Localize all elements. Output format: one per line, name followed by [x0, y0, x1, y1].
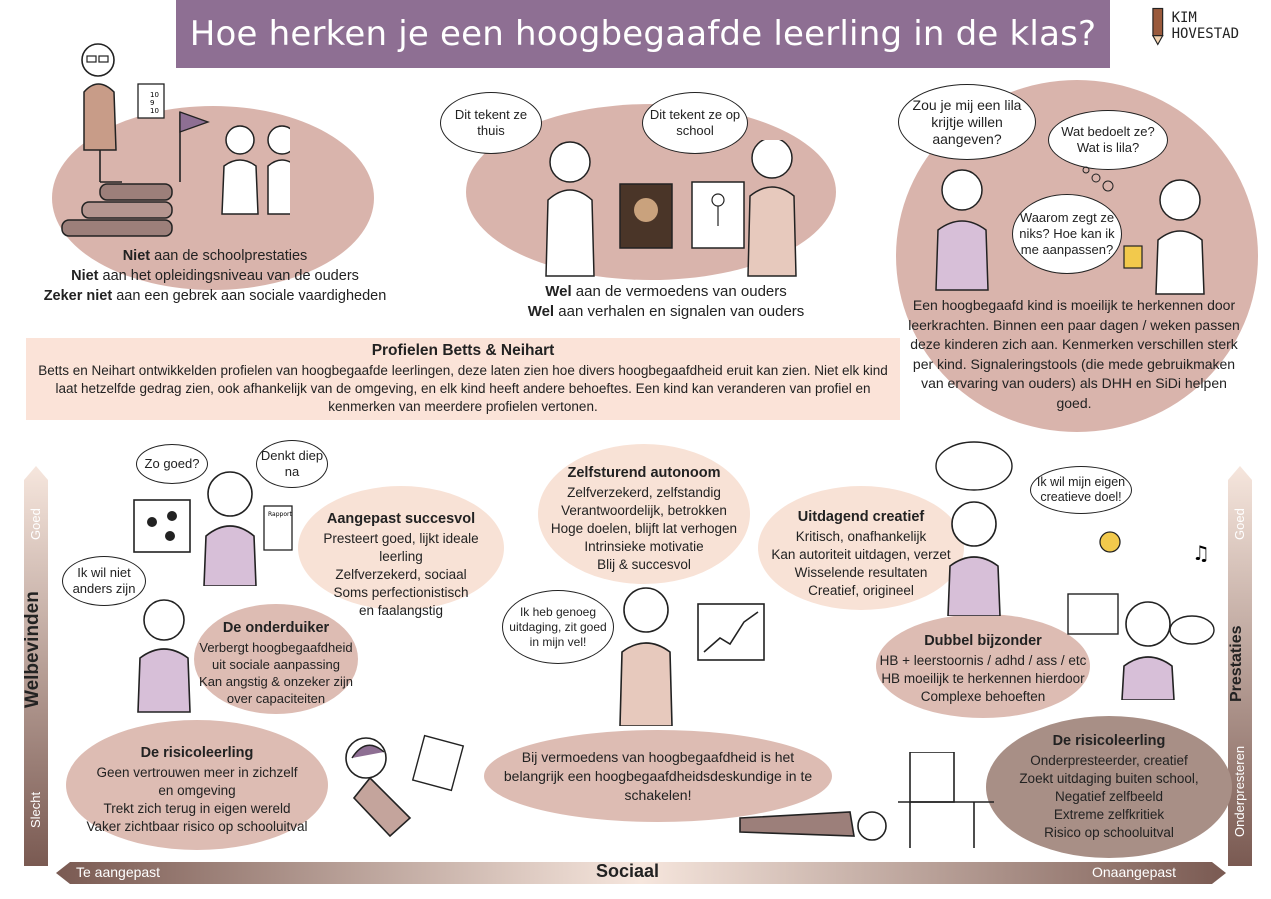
child-sad-illustration: [130, 594, 200, 714]
profiles-intro-text: Betts en Neihart ontwikkelden profielen van hoogbegaafde leerlingen, deze laten zien hoe divers hoogbegaafdheid eruit kan zien. Niet elk kind laat hetzelfde gedrag zien, ook afhankelijk van de omgeving, en elk kind heeft andere behoeftes. Een kind kan veranderen van profiel en kenmerken van meerdere profielen vertonen.: [38, 363, 888, 414]
profiles-intro-box: [26, 338, 900, 420]
profile-dubbel-line: Complexe behoeften: [920, 689, 1046, 704]
children-crayon-illustration: [928, 160, 1228, 300]
bubble-genoeg-uitdaging: Ik heb genoeg uitdaging, zit goed in mijn vel!: [502, 590, 614, 664]
profile-dubbel-line: HB + leerstoornis / adhd / ass / etc: [879, 653, 1087, 668]
child-creative-illustration: [930, 436, 1020, 616]
bubble-creatieve-doel: Ik wil mijn eigen creatieve doel!: [1030, 466, 1132, 514]
profile-creatief-line: Kan autoriteit uitdagen, verzet: [771, 547, 951, 562]
profile-aangepast-title: Aangepast succesvol: [326, 511, 476, 527]
profile-autonoom-line: Verantwoordelijk, betrokken: [561, 503, 727, 518]
author-logo: [1150, 6, 1270, 46]
top-left-text: [30, 246, 400, 306]
child-frustrated-illustration: [330, 718, 480, 838]
bubble-denkt-diep-na: Denkt diep na: [256, 440, 328, 488]
child-lying-illustration: [734, 752, 1004, 852]
child-chart-illustration: [602, 576, 772, 726]
onderpresteren-label: Onderpresteren: [1232, 745, 1247, 837]
profile-risico-right-title: De risicoleerling: [1052, 733, 1166, 749]
top-middle-line-2: Wel aan verhalen en signalen van ouders: [527, 303, 805, 320]
profile-onderduiker: [194, 620, 358, 707]
author-name: KIM HOVESTAD: [1171, 10, 1239, 42]
bubble-lila-krijtje: Zou je mij een lila krijtje willen aangeven?: [898, 84, 1036, 160]
child-double-illustration: [1064, 520, 1224, 700]
welbevinden-good-label: Goed: [28, 508, 43, 540]
welbevinden-bad-label: Slecht: [28, 791, 43, 829]
top-left-line-2: Niet aan het opleidingsniveau van de ouders: [71, 268, 359, 284]
sociaal-left-label: Te aangepast: [76, 864, 161, 880]
profile-risico-right-line: Risico op schooluitval: [1044, 825, 1174, 840]
profile-autonoom-line: Blij & succesvol: [597, 557, 691, 572]
profile-aangepast-line: Presteert goed, lijkt ideale leerling: [323, 531, 479, 564]
profile-onderduiker-line: Verbergt hoogbegaafdheid: [199, 640, 353, 655]
profile-risico-left-title: De risicoleerling: [140, 745, 254, 761]
profile-autonoom: [540, 464, 748, 574]
sociaal-right-label: Onaangepast: [1092, 864, 1177, 880]
report-score-2: 9: [150, 99, 155, 107]
profile-dubbel: [876, 632, 1090, 706]
top-middle-line-1: Wel aan de vermoedens van ouders: [545, 283, 787, 300]
top-middle-text: [486, 282, 846, 322]
profile-creatief-title: Uitdagend creatief: [797, 509, 925, 525]
profile-risico-left-line: Vaker zichtbaar risico op schooluitval: [86, 819, 308, 834]
profile-creatief-line: Wisselende resultaten: [794, 565, 928, 580]
top-left-line-1: Niet aan de schoolprestaties: [122, 248, 308, 264]
profile-aangepast: [300, 510, 502, 620]
teacher-stairs-illustration: [60, 32, 290, 242]
profile-onderduiker-line: Kan angstig & onzeker zijn: [199, 674, 353, 689]
profile-creatief-line: Creatief, origineel: [808, 583, 914, 598]
profile-creatief-line: Kritisch, onafhankelijk: [795, 529, 927, 544]
profile-risico-left-line: en omgeving: [158, 783, 236, 798]
top-left-line-3: Zeker niet aan een gebrek aan sociale vaardigheden: [43, 288, 387, 304]
child-board-illustration: [130, 456, 300, 586]
profile-risico-left-line: Trekt zich terug in eigen wereld: [103, 801, 291, 816]
bubble-zo-goed: Zo goed?: [136, 444, 208, 484]
bubble-wat-is-lila: Wat bedoelt ze? Wat is lila?: [1048, 110, 1168, 170]
profile-dubbel-line: HB moeilijk te herkennen hierdoor: [881, 671, 1085, 686]
profile-aangepast-line: en faalangstig: [358, 603, 444, 618]
pencil-icon: [1150, 6, 1166, 46]
profile-aangepast-line: Soms perfectionistisch: [333, 585, 469, 600]
prestaties-axis-label: Prestaties: [1228, 625, 1245, 703]
music-notes-icon: ♫: [1192, 541, 1210, 565]
welbevinden-axis-label: Welbevinden: [22, 591, 43, 709]
profile-risico-right-line: Zoekt uitdaging buiten school,: [1019, 771, 1199, 786]
bubble-draws-at-home: Dit tekent ze thuis: [440, 92, 542, 154]
profile-risico-right: [990, 732, 1228, 842]
bubble-waarom-niks: Waarom zegt ze niks? Hoe kan ik me aanpassen?: [1012, 194, 1122, 274]
page-title: Hoe herken je een hoogbegaafde leerling in de klas?: [189, 14, 1097, 54]
profile-dubbel-title: Dubbel bijzonder: [924, 633, 1042, 649]
profile-aangepast-line: Zelfverzekerd, sociaal: [335, 567, 467, 582]
profile-autonoom-line: Hoge doelen, blijft lat verhogen: [550, 521, 738, 536]
profile-risico-right-line: Extreme zelfkritiek: [1053, 807, 1165, 822]
profiles-heading: Profielen Betts & Neihart: [371, 342, 555, 359]
bubble-draws-at-school: Dit tekent ze op school: [642, 92, 748, 154]
bubble-niet-anders: Ik wil niet anders zijn: [62, 556, 146, 606]
profile-risico-right-line: Onderpresteerder, creatief: [1030, 753, 1188, 768]
profile-risico-left: [72, 744, 322, 836]
profile-onderduiker-line: over capaciteiten: [226, 691, 326, 706]
title-banner: [176, 0, 1110, 68]
profile-risico-right-line: Negatief zelfbeeld: [1054, 789, 1164, 804]
profile-autonoom-line: Intrinsieke motivatie: [584, 539, 704, 554]
parents-drawings-illustration: [540, 140, 800, 280]
advice-text: Bij vermoedens van hoogbegaafdheid is het belangrijk een hoogbegaafdheidsdeskundige in te schakelen!: [503, 749, 813, 803]
profile-onderduiker-title: De onderduiker: [222, 620, 330, 636]
profile-autonoom-title: Zelfsturend autonoom: [567, 465, 721, 481]
prestaties-good-label: Goed: [1232, 508, 1247, 540]
report-score-1: 10: [150, 91, 159, 99]
report-score-3: 10: [150, 107, 159, 115]
report-label: Rapport: [268, 511, 292, 518]
profile-autonoom-line: Zelfverzekerd, zelfstandig: [567, 485, 721, 500]
top-right-text: Een hoogbegaafd kind is moeilijk te herkennen door leerkrachten. Binnen een paar dagen / weken passen deze kinderen zich aan. Kenmerken verschillen sterk per kind. Signaleringstools (die mede gebruikmaken van ervaring van ouders) als DHH en SiDi helpen goed.: [908, 297, 1240, 411]
profile-risico-left-line: Geen vertrouwen meer in zichzelf: [96, 765, 298, 780]
profile-onderduiker-line: uit sociale aanpassing: [212, 657, 340, 672]
sociaal-axis-label: Sociaal: [596, 861, 660, 881]
